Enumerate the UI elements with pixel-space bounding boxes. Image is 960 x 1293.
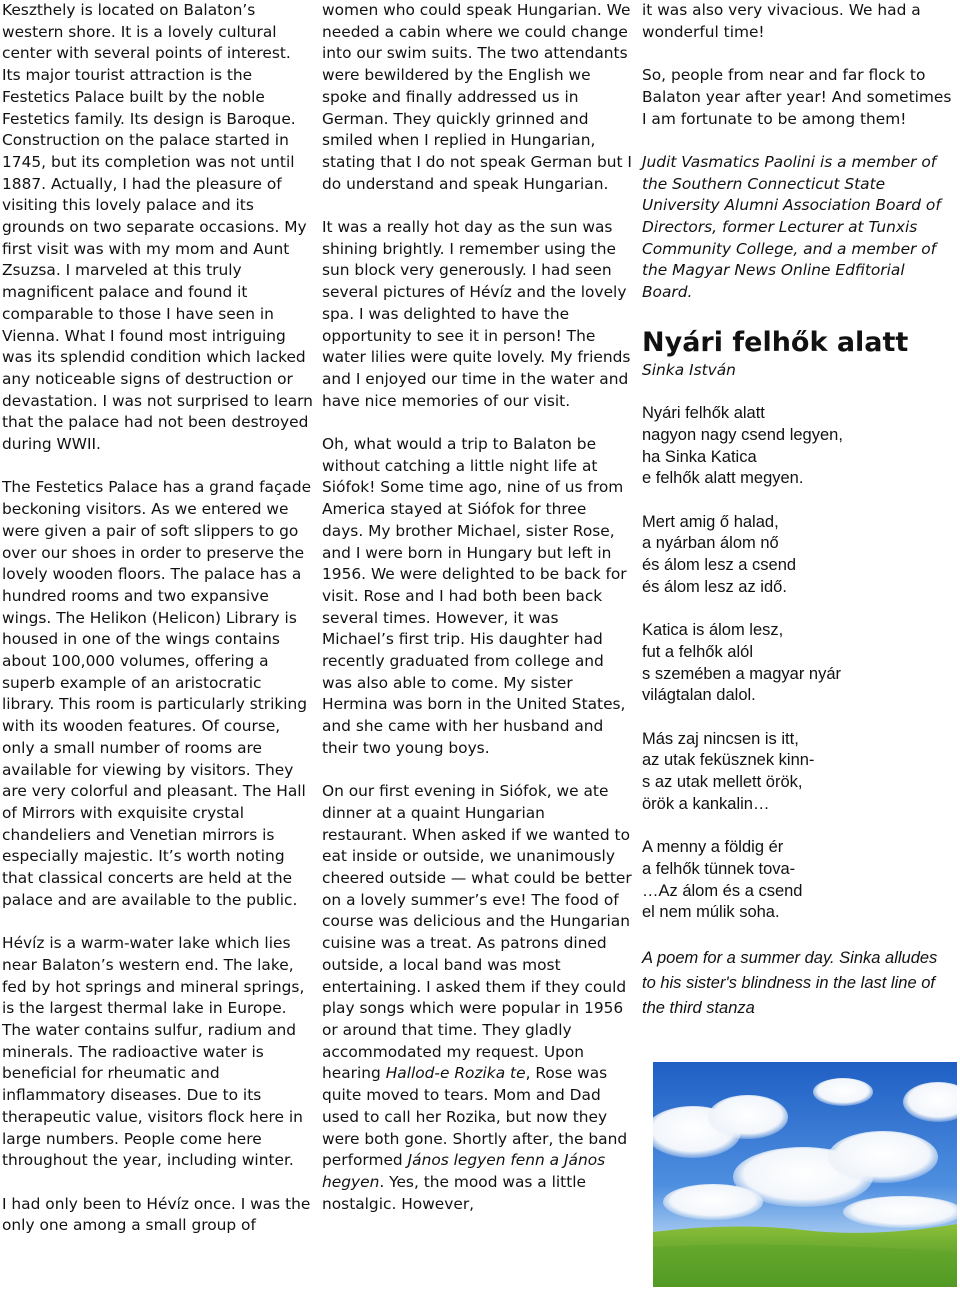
poem-line: Nyári felhők alatt — [642, 404, 765, 423]
paragraph-balaton-flock: So, people from near and far flock to Balaton year after year! And sometimes I am fortunate to be among them! — [642, 66, 952, 128]
poem-line: el nem múlik soha. — [642, 903, 780, 922]
paragraph-heviz-visit-end: women who could speak Hungarian. We needed a cabin where we could change into our swim suits. The two attendants were bewildered by the English we spoke and finally addressed us in German. They quickly grinned and smiled when I replied in Hungarian, stating that I do not speak German but I do understand and speak Hungarian. — [322, 1, 632, 193]
poem-line: és álom lesz az idő. — [642, 577, 787, 596]
poem-line: a nyárban álom nő — [642, 534, 779, 553]
poem-stanza — [642, 403, 954, 490]
restaurant-text-c: . Yes, the mood was a little nostalgic. However, — [322, 1172, 586, 1213]
poem-line: nagyon nagy csend legyen, — [642, 425, 843, 444]
poem-caption: A poem for a summer day. Sinka alludes to his sister's blindness in the last line of the third stanza — [642, 948, 938, 1017]
paragraph-restaurant — [322, 781, 632, 1215]
poem-line: világtalan dalol. — [642, 686, 756, 705]
poem-line: Más zaj nincsen is itt, — [642, 729, 799, 748]
poem-line: …Az álom és a csend — [642, 881, 803, 900]
poem-line: örök a kankalin… — [642, 794, 770, 813]
poem-line: s szemében a magyar nyár — [642, 664, 842, 683]
poem-stanza — [642, 729, 954, 816]
poem-body — [642, 403, 954, 924]
paragraph-siofok-trip: Oh, what would a trip to Balaton be without catching a little night life at Siófok! Some time ago, nine of us from America stayed at Siófok for three days. My brother Michael, sister Rose, and I were born in Hungary but left in 1956. We were delighted to be back for visit. Rose and I had both been back several times. However, it was Michael’s first trip. His daughter had recently graduated from college and was also able to come. My sister Hermina was born in the United States, and she came with her husband and their two young boys. — [322, 435, 627, 757]
song-title-rozika: Hallod-e Rozika te — [385, 1064, 526, 1083]
article-column-2 — [322, 0, 632, 1237]
paragraph-vivacious: it was also very vivacious. We had a wonderful time! — [642, 1, 921, 41]
summer-sky-photo — [653, 1062, 957, 1287]
poem-line: és álom lesz a csend — [642, 556, 797, 575]
poem-line: fut a felhők alól — [642, 642, 753, 661]
poem-title: Nyári felhők alatt — [642, 326, 909, 358]
article-column-1 — [2, 0, 314, 1259]
song-title-janos: János legyen fenn a János hegyen — [322, 1151, 606, 1191]
article-column-3 — [642, 0, 954, 1021]
poem-line: A menny a földig ér — [642, 838, 784, 857]
poem-line: Mert amig ő halad, — [642, 512, 779, 531]
poem-line: a felhők tünnek tova- — [642, 859, 796, 878]
poem-line: Katica is álom lesz, — [642, 621, 784, 640]
restaurant-text-b: , Rose was quite moved to tears. Mom and Dad used to call her Rozika, but now they were both gone. Shortly after, the band performed — [322, 1064, 628, 1170]
poem-stanza — [642, 512, 954, 599]
paragraph-heviz-visit-start: I had only been to Hévíz once. I was the only one among a small group of — [2, 1194, 311, 1235]
poem-line: s az utak mellett örök, — [642, 773, 803, 792]
paragraph-hot-day: It was a really hot day as the sun was shining brightly. I remember using the sun block very generously. I had seen several pictures of Hévíz and the lovely spa. I was delighted to have the opportunity to see it in person! The water lilies were quite lovely. My friends and I enjoyed our time in the water and have nice memories of our visit. — [322, 218, 631, 410]
poem-stanza — [642, 620, 954, 707]
author-bio: Judit Vasmatics Paolini is a member of the Southern Connecticut State University Alumni Association Board of Directors, former Lecturer at Tunxis Community College, and a member of the Magyar News Online Edfitorial Board. — [642, 152, 941, 302]
restaurant-text-a: On our first evening in Siófok, we ate dinner at a quaint Hungarian restaurant. When asked if we wanted to eat inside or outside, we unanimously cheered outside — what could be better on a lovely summer’s eve! The food of course was delicious and the Hungarian cuisine was a treat. As patrons dined outside, a local band was most entertaining. I asked them if they could play songs which were popular in 1956 or around that time. They gladly accommodated my request. Upon hearing — [322, 782, 632, 1083]
paragraph-festetics-palace: The Festetics Palace has a grand façade beckoning visitors. As we entered we were given a pair of soft slippers to go over our shoes in order to preserve the lovely wooden floors. The palace has a hundred rooms and two expansive wings. The Helikon (Helicon) Library is housed in one of the wings contains about 100,000 volumes, offering a superb example of an aristocratic library. This room is particularly striking with its wooden features. Of course, only a small number of rooms are available for viewing by visitors. They are very colorful and pleasant. The Hall of Mirrors with exquisite crystal chandeliers and Venetian mirrors is especially majestic. It’s worth noting that classical concerts are held at the palace and are available to the public. — [2, 478, 312, 909]
poem-line: ha Sinka Katica — [642, 447, 757, 466]
paragraph-keszthely: Keszthely is located on Balaton’s western shore. It is a lovely cultural center with several points of interest. Its major tourist attraction is the Festetics Palace built by the noble Festetics family. Its design is Baroque. Construction on the palace started in 1745, but its completion was not until 1887. Actually, I had the pleasure of visiting this lovely palace and its grounds on two separate occasions. My first visit was with my mom and Aunt Zsuzsa. I marveled at this truly magnificent palace and found it comparable to those I have seen in Vienna. What I found most intriguing was its splendid condition which lacked any noticeable signs of destruction or devastation. I was not surprised to learn that the palace had not been destroyed during WWII. — [2, 1, 313, 454]
poem-line: az utak feküsznek kinn- — [642, 751, 815, 770]
poem-line: e felhők alatt megyen. — [642, 469, 804, 488]
poem-author: Sinka István — [642, 360, 736, 379]
paragraph-heviz-lake: Hévíz is a warm-water lake which lies near Balaton’s western end. The lake, fed by hot springs and mineral springs, is the largest thermal lake in Europe. The water contains sulfur, radium and minerals. The radioactive water is beneficial for rheumatic and inflammatory diseases. Due to its therapeutic value, visitors flock here in large numbers. People come here throughout the year, including winter. — [2, 934, 305, 1170]
poem-stanza — [642, 837, 954, 924]
